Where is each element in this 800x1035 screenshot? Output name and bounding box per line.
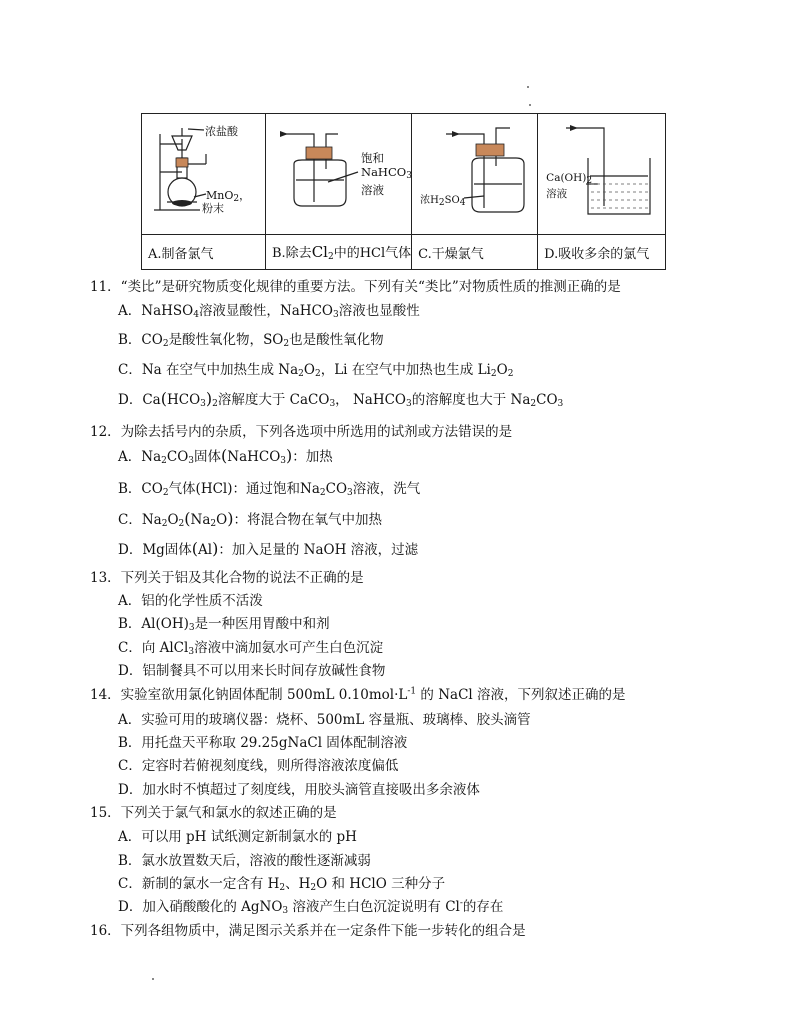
- q11-stem: 11．“类比”是研究物质变化规律的重要方法。下列有关“类比”对物质性质的推测正确的是: [90, 279, 621, 295]
- apparatus-table: [141, 113, 666, 270]
- scan-speck: [152, 978, 154, 980]
- label-mno2: MnO$_2$，: [206, 189, 251, 204]
- q11-option-c: C．Na 在空气中加热生成 $Na_2O_2$，Li 在空气中加热也生成 $Li_2O_2$: [118, 362, 514, 379]
- scan-speck: [529, 104, 531, 106]
- label-conc-h2so4: 浓$H_2SO_4$: [420, 195, 466, 208]
- q12-option-b: B．$CO_2$气体(HCl)：通过饱和$Na_2CO_3$溶液，洗气: [118, 481, 421, 498]
- q13-stem: 13．下列关于铝及其化合物的说法不正确的是: [90, 570, 364, 586]
- caption-b: B.除去$Cl_2$中的HCl气体: [266, 235, 412, 270]
- label-sat-nahco3: 饱和 NaHCO$_3$ 溶液: [361, 151, 412, 197]
- q15-option-b: B．氯水放置数天后，溶液的酸性逐渐减弱: [118, 853, 371, 869]
- q11-option-a: A．NaHSO$_4$溶液显酸性，NaHCO$_3$溶液也显酸性: [118, 303, 420, 320]
- q11-option-d: D．$Ca(HCO_3)_2$溶解度大于 CaCO$_3$， NaHCO$_3$的溶解度也大于 $Na_2CO_3$: [118, 389, 564, 409]
- label-powder: 粉末: [202, 202, 224, 215]
- q14-option-d: D．加水时不慎超过了刻度线，用胶头滴管直接吸出多余液体: [118, 782, 480, 798]
- q15-option-d: D．加入硝酸酸化的 AgNO$_3$ 溶液产生白色沉淀说明有 Cl-的存在: [118, 898, 504, 916]
- q13-option-b: B．$Al(OH)_3$是一种医用胃酸中和剂: [118, 616, 330, 633]
- q11-option-b: B．$CO_2$是酸性氧化物，$SO_2$也是酸性氧化物: [118, 332, 384, 349]
- q15-option-c: C．新制的氯水一定含有 $H_2$、$H_2O$ 和 HClO 三种分子: [118, 876, 446, 893]
- q14-option-c: C．定容时若俯视刻度线，则所得溶液浓度偏低: [118, 758, 399, 774]
- caption-a: A.制备氯气: [142, 235, 266, 270]
- q15-option-a: A．可以用 pH 试纸测定新制氯水的 pH: [118, 829, 357, 845]
- apparatus-b-figure: [266, 114, 412, 235]
- apparatus-a-figure: [142, 114, 266, 235]
- q13-option-d: D．铝制餐具不可以用来长时间存放碱性食物: [118, 663, 386, 679]
- q14-stem: 14．实验室欲用氯化钠固体配制 500mL $0.10mol\cdot L^{-1}$ 的 NaCl 溶液，下列叙述正确的是: [90, 686, 626, 703]
- scan-speck: [527, 86, 529, 88]
- q12-option-a: A．$Na_2CO_3$固体(NaHCO$_3$)：加热: [118, 446, 333, 466]
- q15-stem: 15．下列关于氯气和氯水的叙述正确的是: [90, 805, 337, 821]
- q14-option-b: B．用托盘天平称取 29.25gNaCl 固体配制溶液: [118, 735, 408, 751]
- label-conc-hcl: 浓盐酸: [205, 125, 238, 138]
- q12-stem: 12．为除去括号内的杂质，下列各选项中所选用的试剂或方法错误的是: [90, 424, 513, 440]
- q12-option-d: D．Mg固体(Al)：加入足量的 NaOH 溶液，过滤: [118, 539, 419, 558]
- q13-option-a: A．铝的化学性质不活泼: [118, 593, 263, 609]
- caption-c: C.干燥氯气: [412, 235, 538, 270]
- label-caoh2: $Ca(OH)_2$ 溶液: [546, 172, 593, 200]
- q13-option-c: C．向 AlCl$_3$溶液中滴加氨水可产生白色沉淀: [118, 640, 384, 657]
- caption-d: D.吸收多余的氯气: [538, 235, 666, 270]
- q12-option-c: C．$Na_2O_2(Na_2O)$：将混合物在氧气中加热: [118, 509, 382, 529]
- apparatus-d-figure: [538, 114, 666, 235]
- drying-bottle-diagram: [412, 114, 537, 232]
- q14-option-a: A．实验可用的玻璃仪器：烧杯、500mL 容量瓶、玻璃棒、胶头滴管: [118, 712, 531, 728]
- apparatus-c-figure: [412, 114, 538, 235]
- q16-stem: 16．下列各组物质中，满足图示关系并在一定条件下能一步转化的组合是: [90, 923, 526, 939]
